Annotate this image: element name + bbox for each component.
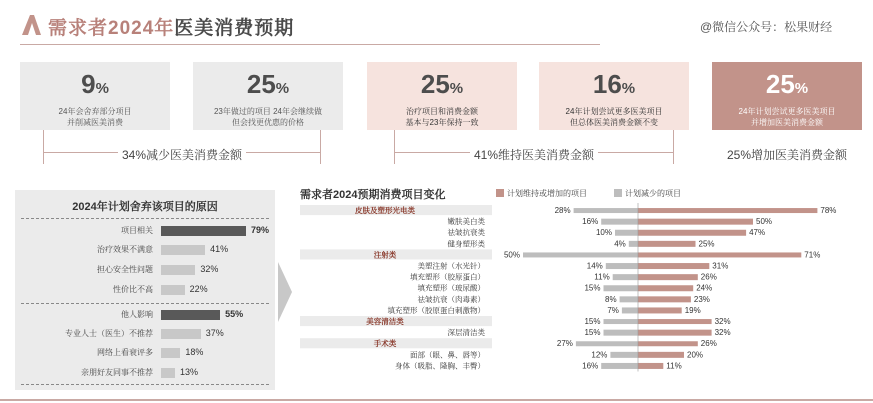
abandon-reasons-panel [15,190,275,390]
watermark: @微信公众号：松果财经 [700,20,833,34]
bar-decrease [601,219,638,225]
bar-maintain [638,296,691,302]
value-label-decrease: 14% [586,261,603,271]
page-title [48,13,294,40]
value-label-decrease: 28% [554,206,571,215]
reason-bar [161,226,246,236]
value-label-decrease: 16% [582,217,599,227]
bar-maintain [638,341,698,346]
group-label-increase: 25%增加医美消费金额 [726,148,848,162]
reason-bar [161,368,175,378]
value-label-decrease: 4% [614,239,626,249]
project-change-chart [295,203,873,391]
reason-row [15,262,275,278]
title-suffix: 医美消费预期 [174,18,295,39]
value-label-maintain: 25% [698,239,715,249]
value-label-maintain: 71% [804,250,821,260]
reason-row [15,242,275,258]
category-label: 身体（吸脂、隆胸、丰臀） [395,361,485,371]
value-label-maintain: 11% [666,361,682,371]
reason-label: 亲朋好友同事不推荐 [81,368,153,377]
stat-value [367,70,517,103]
stat-unit: % [794,80,809,97]
reason-row [15,326,275,342]
stat-card [539,62,689,130]
value-label-maintain: 23% [693,294,710,304]
value-label-decrease: 15% [584,317,601,326]
group-bracket-maintain [394,130,674,164]
stat-card [193,62,343,130]
reason-row [15,345,275,361]
reason-value: 79% [251,225,270,235]
reason-bar [161,329,201,339]
value-label-decrease: 10% [595,228,612,238]
dotted-divider [21,384,269,385]
reason-label: 专业人士（医生）不推荐 [65,329,153,338]
stat-card [367,62,517,130]
value-label-maintain: 19% [684,305,701,315]
value-label-decrease: 11% [594,272,610,282]
category-label: 深层清洁类 [447,328,485,338]
stat-number: 25 [246,69,276,99]
stat-unit: % [95,80,109,97]
reason-value: 22% [189,284,208,294]
bar-maintain [638,252,801,257]
value-label-decrease: 12% [591,350,608,360]
legend-label: 计划维持或增加的项目 [507,189,587,198]
stat-value [712,70,862,103]
bar-decrease [610,352,638,358]
bar-maintain [638,263,709,269]
stat-value [539,70,689,103]
abandon-reasons-title: 2024年计划舍弃该项目的原因 [72,201,218,213]
reason-row [15,223,275,239]
bar-decrease [615,230,638,236]
reason-bar [161,310,220,320]
bar-maintain [638,241,696,247]
stat-number: 25 [420,69,450,99]
reason-row [15,307,275,323]
reason-label: 网络上看衰评多 [97,348,153,357]
stat-card [712,62,862,130]
bar-decrease [601,363,638,369]
value-label-maintain: 31% [712,261,729,271]
bar-maintain [638,208,817,213]
value-label-maintain: 20% [687,350,704,360]
legend-swatch [496,189,504,197]
legend-label: 计划减少的项目 [625,189,681,198]
reason-value: 32% [200,264,219,274]
bar-maintain [638,352,684,358]
bar-decrease [613,274,638,280]
bar-maintain [638,285,693,291]
stat-description: 24年计划尝试更多医美项目 但总体医美消费金额不变 [565,107,663,127]
bar-decrease [620,296,638,302]
bar-decrease [574,208,638,213]
category-label: 祛皱抗衰类 [447,228,485,238]
bar-decrease [604,330,639,336]
stat-description: 23年做过的项目 24年会继续做 但会找更优惠的价格 [213,107,323,127]
value-label-maintain: 26% [700,272,717,282]
value-label-maintain: 26% [700,339,717,349]
category-label: 美塑注射（水光针） [417,261,485,271]
category-label: 填充塑形（胶原蛋白） [410,272,485,282]
stat-value [193,70,343,103]
reason-value: 18% [185,347,204,357]
footer-divider [0,399,873,401]
stat-description: 治疗项目和消费金额 基本与23年保持一致 [405,107,479,127]
header-divider [20,44,600,45]
value-label-maintain: 50% [756,217,773,227]
group-label: 34%减少医美消费金额 [118,148,246,162]
bar-decrease [622,307,638,313]
reason-bar [161,265,195,275]
bar-maintain [638,230,746,236]
reason-value: 55% [225,309,244,319]
value-label-maintain: 78% [820,206,837,215]
value-label-decrease: 50% [503,250,520,260]
stat-description: 24年会舍弃部分项目 并削减医美消费 [58,107,132,127]
value-label-maintain: 24% [696,283,713,293]
group-bracket-decrease [43,130,321,164]
reason-value: 37% [205,328,224,338]
bar-decrease [604,319,639,324]
category-label: 填充塑形（胶原蛋白刺激物） [387,305,485,315]
dotted-divider [21,303,269,304]
reason-value: 13% [179,367,198,377]
stat-number: 25 [765,69,795,99]
bar-decrease [604,285,639,291]
bar-maintain [638,307,682,313]
title-year: 2024年 [108,18,175,39]
bar-decrease [576,341,638,346]
title-prefix: 需求者 [48,18,109,39]
category-label: 填充塑形（玻尿酸） [417,283,485,293]
stat-value [20,70,170,103]
group-label: 41%维持医美消费金额 [470,148,598,162]
stat-number: 16 [592,69,622,99]
value-label-maintain: 32% [714,317,731,326]
category-label: 祛皱抗衰（肉毒素） [417,294,485,304]
reason-label: 治疗效果不满意 [97,245,153,254]
value-label-maintain: 47% [749,228,766,238]
reason-bar [161,245,205,255]
stat-card [20,62,170,130]
reason-row [15,365,275,381]
reason-value: 41% [210,244,229,254]
legend-item-decrease [614,188,681,199]
reason-label: 担心安全性问题 [97,265,153,274]
brand-logo-icon [20,14,42,36]
category-label: 健身塑形类 [447,239,485,249]
category-label: 嫩肤美白类 [447,217,485,227]
value-label-decrease: 16% [582,361,599,371]
bar-decrease [629,241,638,247]
category-group-label: 手术类 [373,339,397,349]
category-group-label: 美容清洁类 [366,317,404,326]
chart-title: 需求者2024预期消费项目变化 [300,189,446,201]
dotted-divider [21,218,269,219]
reason-label: 性价比不高 [113,285,153,294]
stat-description: 24年计划尝试更多医美项目 并增加医美消费金额 [738,107,836,127]
bar-maintain [638,274,698,280]
reason-row [15,282,275,298]
value-label-decrease: 15% [584,283,601,293]
reason-label: 他人影响 [121,310,153,319]
stat-unit: % [449,80,464,97]
value-label-maintain: 32% [714,328,731,338]
bar-maintain [638,219,753,225]
chevron-right-icon [278,262,292,322]
bar-maintain [638,319,712,324]
bar-maintain [638,330,712,336]
value-label-decrease: 8% [605,294,617,304]
reason-label: 项目相关 [121,226,153,235]
bar-decrease [523,252,638,257]
value-label-decrease: 15% [584,328,601,338]
reason-bar [161,285,185,295]
stat-unit: % [621,80,636,97]
value-label-decrease: 27% [556,339,573,349]
stat-unit: % [275,80,290,97]
category-group-label: 皮肤及塑形光电类 [355,206,415,215]
value-label-decrease: 7% [607,305,619,315]
category-group-label: 注射类 [373,250,397,260]
bar-decrease [606,263,638,269]
reason-bar [161,348,180,358]
legend-swatch [614,189,622,197]
legend-item-maintain [496,188,587,199]
category-label: 面部（眼、鼻、唇等） [410,350,485,360]
bar-maintain [638,363,663,369]
stat-number: 9 [81,69,96,99]
